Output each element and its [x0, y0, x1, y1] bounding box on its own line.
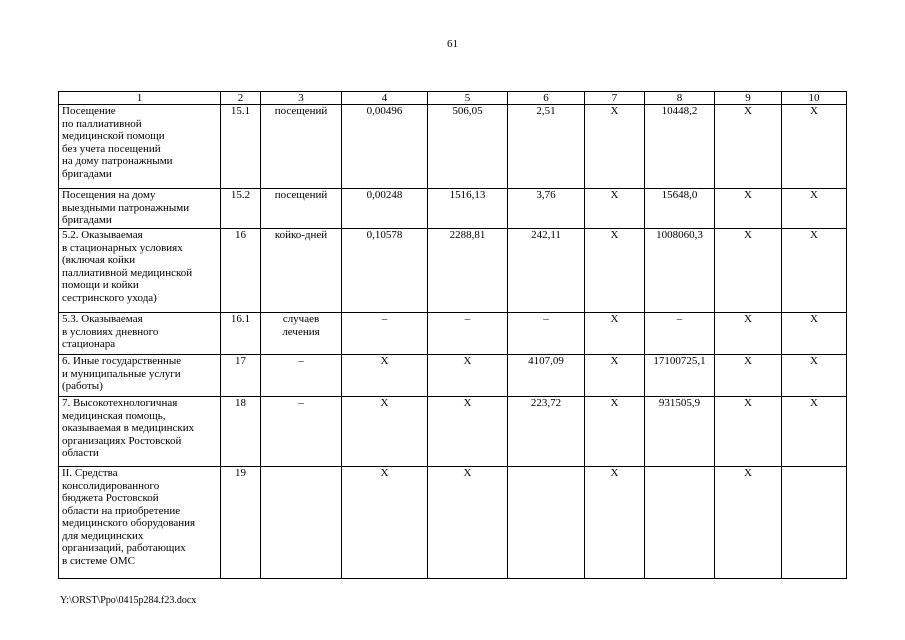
table-cell — [782, 467, 847, 579]
table-cell: X — [428, 467, 508, 579]
row-label-cell: 7. Высокотехнологичная медицинская помощь, оказываемая в медицинских организациях Ростовской области — [59, 397, 221, 467]
table-cell: случаев лечения — [261, 313, 342, 355]
table-cell: X — [342, 355, 428, 397]
row-label-cell: Посещения на дому выездными патронажными бригадами — [59, 189, 221, 229]
table-cell: 18 — [221, 397, 261, 467]
file-path-footer: Y:\ORST\Ppo\0415p284.f23.docx — [60, 595, 197, 606]
table-cell: X — [715, 355, 782, 397]
table-cell: X — [428, 397, 508, 467]
table-cell: 1516,13 — [428, 189, 508, 229]
table-cell: 17 — [221, 355, 261, 397]
table-cell: X — [585, 467, 645, 579]
table-cell: X — [585, 397, 645, 467]
table-cell: 4107,09 — [508, 355, 585, 397]
row-label-cell: Посещение по паллиативной медицинской помощи без учета посещений на дому патронажными бригадами — [59, 105, 221, 189]
table-cell: – — [428, 313, 508, 355]
table-cell: X — [715, 105, 782, 189]
column-header: 9 — [715, 92, 782, 105]
table-cell: 1008060,3 — [645, 229, 715, 313]
table-cell: X — [428, 355, 508, 397]
table-cell: X — [715, 189, 782, 229]
table-cell: посещений — [261, 189, 342, 229]
table-row — [59, 355, 847, 397]
table-cell: 931505,9 — [645, 397, 715, 467]
table-cell: 19 — [221, 467, 261, 579]
table-cell: 15.2 — [221, 189, 261, 229]
table-cell: X — [782, 397, 847, 467]
column-header: 2 — [221, 92, 261, 105]
row-label-cell: 6. Иные государственные и муниципальные услуги (работы) — [59, 355, 221, 397]
column-header: 7 — [585, 92, 645, 105]
table-cell: 2288,81 — [428, 229, 508, 313]
table-cell: 17100725,1 — [645, 355, 715, 397]
table-cell: X — [342, 467, 428, 579]
table-cell: X — [585, 355, 645, 397]
table-row — [59, 397, 847, 467]
table-cell: – — [342, 313, 428, 355]
table-cell: посещений — [261, 105, 342, 189]
column-header: 5 — [428, 92, 508, 105]
table-cell: койко-дней — [261, 229, 342, 313]
table-cell: 15648,0 — [645, 189, 715, 229]
data-table — [58, 91, 847, 579]
table-row — [59, 229, 847, 313]
table-cell: X — [782, 313, 847, 355]
table-cell: 506,05 — [428, 105, 508, 189]
table-cell: – — [645, 313, 715, 355]
row-label-cell: II. Средства консолидированного бюджета Ростовской области на приобретение медицинского оборудования для медицинских организаций, работающих в системе ОМС — [59, 467, 221, 579]
table-cell: 0,00248 — [342, 189, 428, 229]
table-cell: 223,72 — [508, 397, 585, 467]
column-header: 8 — [645, 92, 715, 105]
table-header-row — [59, 92, 847, 105]
page-number: 61 — [447, 38, 458, 50]
column-header: 1 — [59, 92, 221, 105]
table-cell: 15.1 — [221, 105, 261, 189]
table-cell: X — [342, 397, 428, 467]
table-cell: – — [261, 397, 342, 467]
table-row — [59, 189, 847, 229]
table-cell — [261, 467, 342, 579]
table-cell: X — [585, 105, 645, 189]
table-cell: X — [715, 397, 782, 467]
table-row — [59, 467, 847, 579]
table-cell — [508, 467, 585, 579]
table-cell: – — [261, 355, 342, 397]
table-cell: 16 — [221, 229, 261, 313]
table-cell — [645, 467, 715, 579]
table-row — [59, 105, 847, 189]
table-cell: 3,76 — [508, 189, 585, 229]
table-cell: 0,10578 — [342, 229, 428, 313]
table-cell: X — [585, 313, 645, 355]
table-cell: X — [782, 189, 847, 229]
column-header: 4 — [342, 92, 428, 105]
table-cell: – — [508, 313, 585, 355]
table-cell: 2,51 — [508, 105, 585, 189]
table-cell: X — [585, 189, 645, 229]
table-cell: 0,00496 — [342, 105, 428, 189]
table-cell: X — [715, 467, 782, 579]
row-label-cell: 5.3. Оказываемая в условиях дневного стационара — [59, 313, 221, 355]
table-cell: X — [715, 313, 782, 355]
table-cell: X — [782, 355, 847, 397]
table-cell: 16.1 — [221, 313, 261, 355]
table-cell: 242,11 — [508, 229, 585, 313]
table-cell: 10448,2 — [645, 105, 715, 189]
table-cell: X — [585, 229, 645, 313]
column-header: 10 — [782, 92, 847, 105]
column-header: 3 — [261, 92, 342, 105]
table-cell: X — [715, 229, 782, 313]
column-header: 6 — [508, 92, 585, 105]
table-cell: X — [782, 229, 847, 313]
table-row — [59, 313, 847, 355]
table-cell: X — [782, 105, 847, 189]
row-label-cell: 5.2. Оказываемая в стационарных условиях (включая койки паллиативной медицинской помощи и койки сестринского ухода) — [59, 229, 221, 313]
